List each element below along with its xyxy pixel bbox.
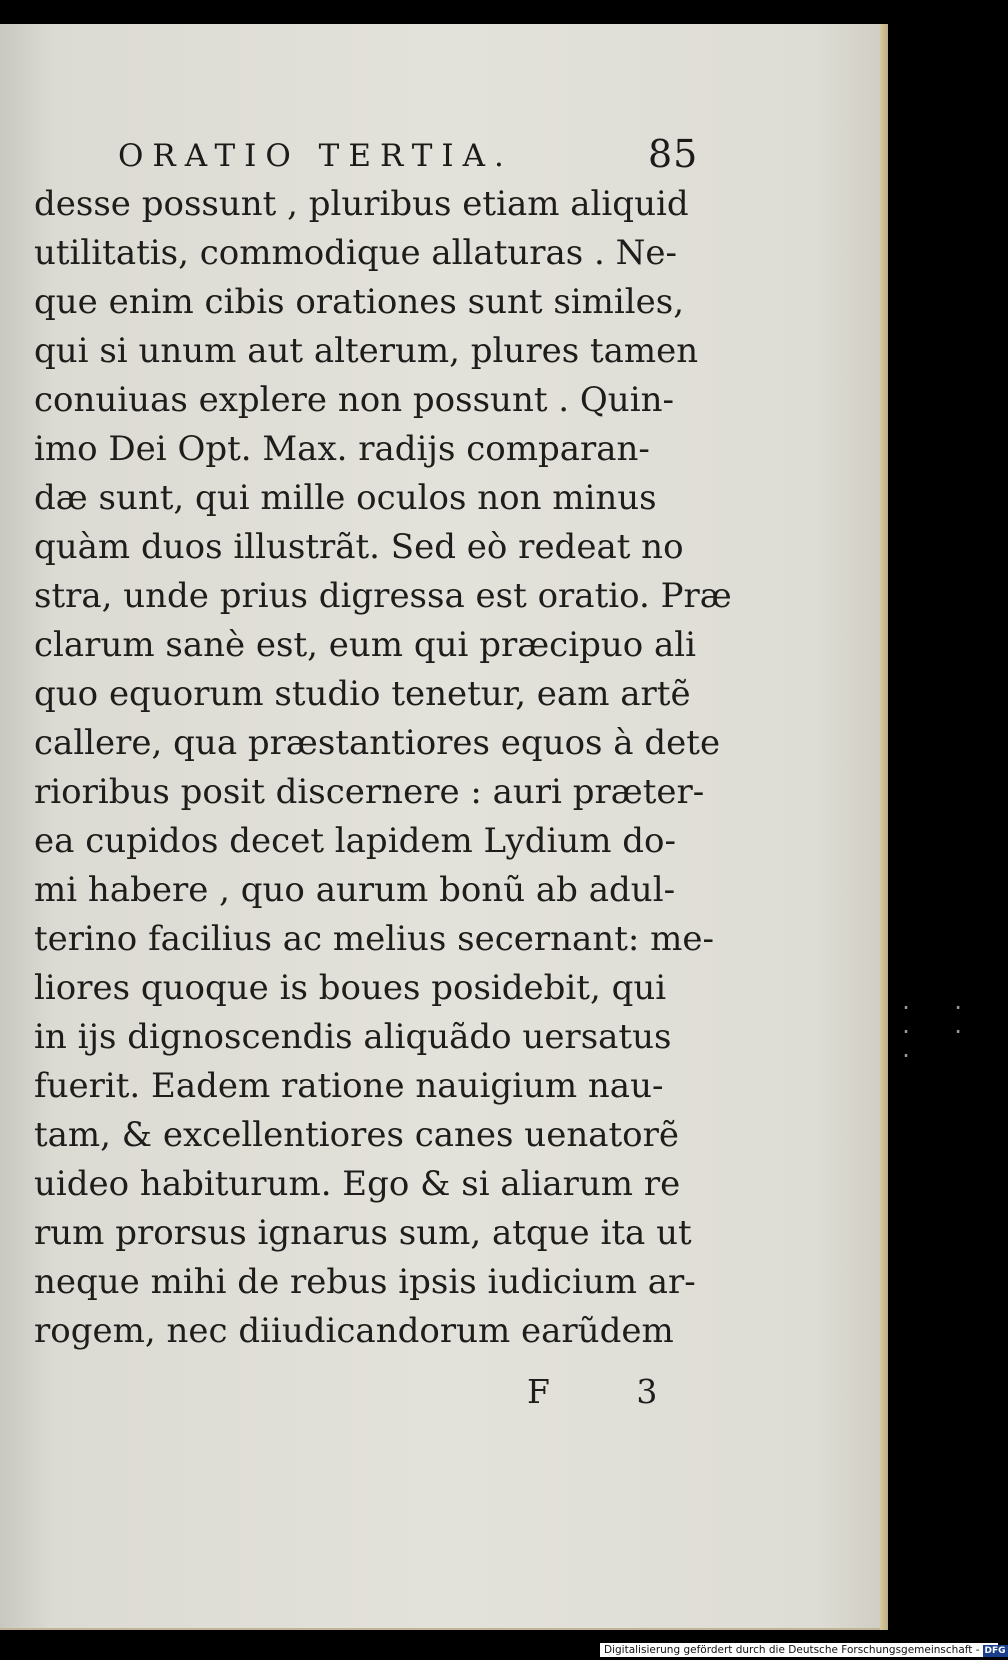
signature-mark: F 3 xyxy=(527,1372,696,1411)
text-line: ea cupidos decet lapidem Lydium do- xyxy=(34,821,676,861)
text-line: mi habere , quo aurum bonũ ab adul- xyxy=(34,870,676,910)
page-number: 85 xyxy=(648,132,699,176)
text-line: in ijs dignoscendis aliquãdo uersatus xyxy=(34,1017,672,1057)
text-line: utilitatis, commodique allaturas . Ne- xyxy=(34,233,678,273)
text-line: neque mihi de rebus ipsis iudicium ar- xyxy=(34,1262,696,1302)
text-line: quàm duos illustrãt. Sed eò redeat no xyxy=(34,527,684,567)
text-line: rioribus posit discernere : auri præter- xyxy=(34,772,705,812)
text-line: uideo habiturum. Ego & si aliarum re xyxy=(34,1164,681,1204)
book-page xyxy=(0,24,886,1630)
text-line: tam, & excellentiores canes uenatorẽ xyxy=(34,1115,680,1155)
text-line: rum prorsus ignarus sum, atque ita ut xyxy=(34,1213,692,1253)
text-line: clarum sanè est, eum qui præcipuo ali xyxy=(34,625,697,665)
text-line: que enim cibis orationes sunt similes, xyxy=(34,282,685,322)
text-line: dæ sunt, qui mille oculos non minus xyxy=(34,478,657,518)
text-line: terino facilius ac melius secernant: me- xyxy=(34,919,714,959)
text-line: rogem, nec diiudicandorum earũdem xyxy=(34,1311,674,1351)
text-line: quo equorum studio tenetur, eam artẽ xyxy=(34,674,691,714)
running-title: ORATIO TERTIA. xyxy=(118,138,513,174)
running-head xyxy=(118,132,698,176)
text-line: liores quoque is boues posidebit, qui xyxy=(34,968,667,1008)
body-text xyxy=(34,180,732,1356)
text-line: callere, qua præstantiores equos à dete xyxy=(34,723,721,763)
dfg-logo: DFG xyxy=(984,1646,1006,1656)
text-line: fuerit. Eadem ratione nauigium nau- xyxy=(34,1066,664,1106)
text-line: imo Dei Opt. Max. radijs comparan- xyxy=(34,429,650,469)
text-line: desse possunt , pluribus etiam aliquid xyxy=(34,184,689,224)
text-line: qui si unum aut alterum, plures tamen xyxy=(34,331,699,371)
margin-marks: . . . . . xyxy=(900,990,979,1062)
text-line: conuiuas explere non possunt . Quin- xyxy=(34,380,674,420)
digitization-credit xyxy=(600,1643,1006,1657)
text-line: stra, unde prius digressa est oratio. Præ xyxy=(34,576,732,616)
credit-text: Digitalisierung gefördert durch die Deutsche Forschungsgemeinschaft - xyxy=(604,1644,980,1656)
page-edge xyxy=(880,24,888,1630)
